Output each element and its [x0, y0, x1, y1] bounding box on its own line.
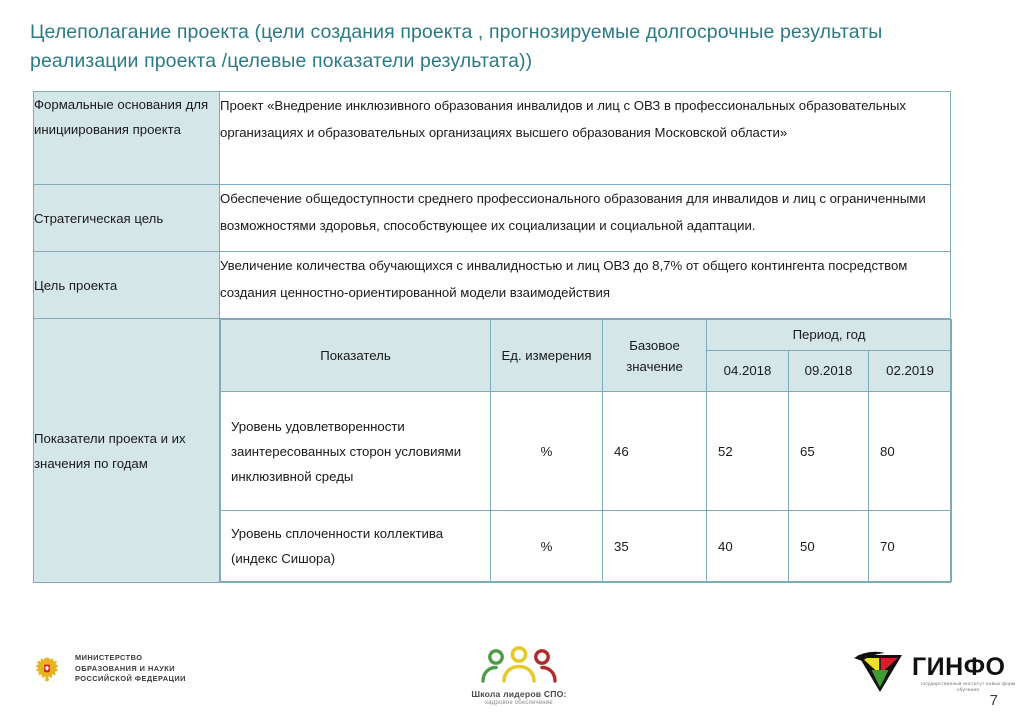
three-figures-icon [471, 670, 567, 687]
indicators-cell [220, 319, 951, 583]
ginfo-subtitle: государственный институт новых форм обучения [920, 681, 1016, 692]
row-label-indicators: Показатели проекта и их значения по годам [34, 319, 220, 583]
indicator-row [221, 392, 952, 511]
col-header-unit: Ед. измерения [491, 320, 603, 392]
col-header-base-value: Базовое значение [603, 320, 707, 392]
indicator-unit: % [491, 392, 603, 511]
ginfo-title: ГИНФО [912, 653, 1006, 681]
russian-coat-of-arms-icon [28, 650, 66, 688]
ministry-logo-text [75, 653, 186, 685]
col-header-indicator: Показатель [221, 320, 491, 392]
ministry-line-3: РОССИЙСКОЙ ФЕДЕРАЦИИ [75, 674, 186, 684]
indicator-value-year-2: 65 [789, 392, 869, 511]
school-leaders-logo [455, 645, 583, 706]
row-value-project-goal: Увеличение количества обучающихся с инвалидностью и лиц ОВЗ до 8,7% от общего контингента посредством создания ценностно-ориентированной модели взаимодействия [220, 252, 951, 319]
indicators-header-row-1 [221, 320, 952, 351]
page-number: 7 [989, 692, 998, 709]
indicator-name: Уровень удовлетворенности заинтересованных сторон условиями инклюзивной среды [221, 392, 491, 511]
slide-footer [0, 640, 1024, 723]
ministry-line-2: ОБРАЗОВАНИЯ И НАУКИ [75, 663, 176, 673]
indicator-value-year-2: 50 [789, 511, 869, 582]
ginfo-logo [852, 648, 1024, 699]
indicator-base-value: 46 [603, 392, 707, 511]
table-row [34, 185, 951, 252]
indicator-value-year-1: 40 [707, 511, 789, 582]
col-header-year-3: 02.2019 [869, 351, 952, 392]
indicator-value-year-3: 70 [869, 511, 952, 582]
indicator-base-value: 35 [603, 511, 707, 582]
school-logo-subtitle: кадровое обеспечение [485, 700, 553, 706]
row-value-formal-basis: Проект «Внедрение инклюзивного образования инвалидов и лиц с ОВЗ в профессиональных образовательных организациях и образовательных организациях высшего образования Московской области» [220, 92, 951, 185]
page-title: Целеполагание проекта (цели создания проекта , прогнозируемые долгосрочные результаты реализации проекта /целевые показатели результата)) [30, 21, 883, 72]
table-row [34, 252, 951, 319]
ministry-line-1: МИНИСТЕРСТВО [75, 653, 143, 663]
row-label-strategic-goal: Стратегическая цель [34, 185, 220, 252]
indicator-row [221, 511, 952, 582]
school-logo-title: Школа лидеров СПО: [471, 689, 567, 699]
col-header-year-1: 04.2018 [707, 351, 789, 392]
col-header-year-2: 09.2018 [789, 351, 869, 392]
ginfo-text-block [912, 654, 1024, 693]
table-row [34, 92, 951, 185]
indicator-name: Уровень сплоченности коллектива (индекс Сишора) [221, 511, 491, 582]
indicator-value-year-1: 52 [707, 392, 789, 511]
indicators-table [220, 319, 952, 582]
row-label-project-goal: Цель проекта [34, 252, 220, 319]
row-label-formal-basis: Формальные основания для инициирования проекта [34, 92, 220, 185]
indicator-value-year-3: 80 [869, 392, 952, 511]
indicator-unit: % [491, 511, 603, 582]
ministry-logo [28, 650, 186, 688]
ginfo-triangle-icon [852, 648, 908, 699]
col-header-period: Период, год [707, 320, 952, 351]
row-value-strategic-goal: Обеспечение общедоступности среднего профессионального образования для инвалидов и лиц с ограниченными возможностями здоровья, способствующее их социализации и социальной адаптации. [220, 185, 951, 252]
project-goals-table [33, 91, 951, 583]
table-row-indicators [34, 319, 951, 583]
